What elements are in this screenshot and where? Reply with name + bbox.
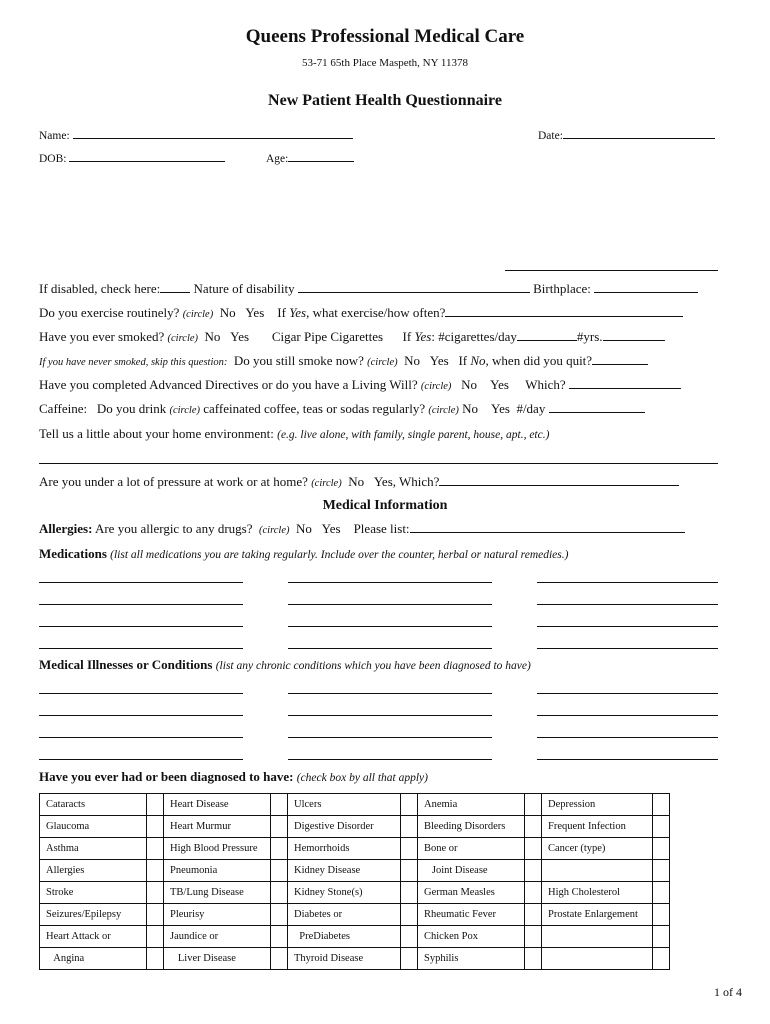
- circle-hint: (circle): [259, 525, 290, 536]
- date-label: Date:: [538, 130, 563, 142]
- condition-checkbox[interactable]: [525, 838, 542, 860]
- circle-hint: (circle): [367, 357, 398, 368]
- condition-label: Rheumatic Fever: [418, 904, 525, 926]
- page-number: 1 of 4: [714, 985, 742, 999]
- medication-line[interactable]: [537, 582, 718, 583]
- diagnosed-hint: (check box by all that apply): [296, 772, 428, 784]
- condition-label: Digestive Disorder: [288, 816, 401, 838]
- smoked-row: [39, 329, 665, 345]
- condition-label: Anemia: [418, 794, 525, 816]
- condition-label: Asthma: [40, 838, 147, 860]
- condition-label: Diabetes or: [288, 904, 401, 926]
- circle-hint: (circle): [311, 478, 342, 489]
- condition-checkbox[interactable]: [525, 794, 542, 816]
- table-row: [40, 838, 670, 860]
- condition-label: Chicken Pox: [418, 926, 525, 948]
- home-env-field[interactable]: [39, 463, 718, 464]
- age-row: [266, 150, 354, 165]
- caffeine-row: [39, 401, 645, 417]
- condition-checkbox[interactable]: [147, 794, 164, 816]
- exercise-if-yes: Yes: [289, 305, 307, 320]
- illness-line[interactable]: [288, 759, 492, 760]
- condition-label: PreDiabetes: [288, 926, 401, 948]
- diagnosed-row: [39, 769, 428, 785]
- name-row: [39, 127, 353, 142]
- condition-checkbox[interactable]: [525, 948, 542, 970]
- condition-checkbox[interactable]: [271, 904, 288, 926]
- exercise-field[interactable]: [445, 305, 683, 317]
- age-field[interactable]: [288, 150, 354, 162]
- disability-row: [39, 281, 698, 297]
- medication-line[interactable]: [39, 582, 243, 583]
- allergies-yes[interactable]: Yes: [321, 521, 341, 536]
- condition-checkbox[interactable]: [653, 948, 670, 970]
- condition-label: High Cholesterol: [542, 882, 653, 904]
- condition-checkbox[interactable]: [525, 904, 542, 926]
- condition-label: Depression: [542, 794, 653, 816]
- allergies-question: Are you allergic to any drugs?: [94, 521, 253, 536]
- advanced-yes[interactable]: Yes: [490, 377, 509, 392]
- illness-line[interactable]: [39, 737, 243, 738]
- condition-label: German Measles: [418, 882, 525, 904]
- allergies-label: Allergies:: [39, 521, 93, 536]
- skip-note: If you have never smoked, skip this question:: [39, 357, 228, 368]
- exercise-row: [39, 305, 683, 321]
- condition-checkbox[interactable]: [271, 948, 288, 970]
- condition-checkbox[interactable]: [525, 860, 542, 882]
- condition-label: Heart Attack or: [40, 926, 147, 948]
- condition-checkbox[interactable]: [271, 926, 288, 948]
- smoke-count-label: : #cigarettes/day: [431, 329, 517, 344]
- advanced-question: Have you completed Advanced Directives or do you have a Living Will?: [39, 377, 418, 392]
- table-row: [40, 904, 670, 926]
- medications-label: Medications: [39, 546, 107, 561]
- medication-line[interactable]: [39, 648, 243, 649]
- condition-label: Hemorrhoids: [288, 838, 401, 860]
- condition-label: Allergies: [40, 860, 147, 882]
- medication-line[interactable]: [537, 604, 718, 605]
- condition-checkbox[interactable]: [271, 816, 288, 838]
- illness-line[interactable]: [39, 759, 243, 760]
- condition-checkbox[interactable]: [653, 794, 670, 816]
- exercise-yes[interactable]: Yes: [245, 305, 265, 320]
- condition-checkbox[interactable]: [271, 882, 288, 904]
- circle-hint: (circle): [420, 381, 452, 392]
- condition-checkbox[interactable]: [525, 882, 542, 904]
- condition-label: [542, 860, 653, 882]
- condition-label: [542, 926, 653, 948]
- illnesses-hint: (list any chronic conditions which you have been diagnosed to have): [215, 660, 531, 672]
- condition-label: Cataracts: [40, 794, 147, 816]
- condition-label: Kidney Disease: [288, 860, 401, 882]
- illness-line[interactable]: [288, 693, 492, 694]
- name-label: Name:: [39, 130, 70, 142]
- condition-checkbox[interactable]: [401, 926, 418, 948]
- condition-label: Kidney Stone(s): [288, 882, 401, 904]
- home-env-question: Tell us a little about your home environment:: [39, 426, 274, 441]
- quit-if: If: [458, 353, 468, 368]
- condition-label: Pneumonia: [164, 860, 271, 882]
- condition-checkbox[interactable]: [147, 816, 164, 838]
- condition-label: Syphilis: [418, 948, 525, 970]
- name-field[interactable]: [73, 127, 353, 139]
- caffeine-items[interactable]: caffeinated coffee, teas or sodas regularly?: [203, 401, 426, 416]
- condition-label: Jaundice or: [164, 926, 271, 948]
- smoked-question: Have you ever smoked?: [39, 329, 165, 344]
- medical-section-title: Medical Information: [322, 498, 448, 513]
- per-day-field[interactable]: [549, 401, 645, 413]
- advanced-field[interactable]: [569, 377, 681, 389]
- table-row: [40, 948, 670, 970]
- smoke-types[interactable]: Cigar Pipe Cigarettes: [271, 329, 384, 344]
- condition-label: Heart Disease: [164, 794, 271, 816]
- table-row: [40, 882, 670, 904]
- pressure-question: Are you under a lot of pressure at work or at home?: [39, 474, 308, 489]
- conditions-table: [39, 793, 670, 970]
- still-smoke-question: Do you still smoke now?: [233, 353, 364, 368]
- allergies-field[interactable]: [410, 521, 685, 533]
- illness-line[interactable]: [537, 715, 718, 716]
- illness-line[interactable]: [537, 737, 718, 738]
- condition-checkbox[interactable]: [653, 838, 670, 860]
- pressure-row: [39, 474, 679, 490]
- medications-hint: (list all medications you are taking regularly. Include over the counter, herbal or natural remedies.): [110, 549, 569, 561]
- condition-checkbox[interactable]: [147, 904, 164, 926]
- quit-if-no: No: [470, 353, 486, 368]
- condition-label: Cancer (type): [542, 838, 653, 860]
- blank-line[interactable]: [505, 270, 718, 271]
- please-list-label: Please list:: [353, 521, 410, 536]
- condition-label: TB/Lung Disease: [164, 882, 271, 904]
- form-title: New Patient Health Questionnaire: [268, 92, 502, 109]
- condition-label: Stroke: [40, 882, 147, 904]
- table-row: [40, 860, 670, 882]
- condition-label: [542, 948, 653, 970]
- advanced-which: Which?: [525, 377, 566, 392]
- condition-checkbox[interactable]: [401, 882, 418, 904]
- smoke-if: If: [402, 329, 412, 344]
- smoke-years-field[interactable]: [603, 329, 665, 341]
- condition-checkbox[interactable]: [525, 816, 542, 838]
- condition-checkbox[interactable]: [653, 816, 670, 838]
- illness-line[interactable]: [288, 737, 492, 738]
- date-field[interactable]: [563, 127, 715, 139]
- cigarettes-per-day-field[interactable]: [517, 329, 577, 341]
- condition-label: Bleeding Disorders: [418, 816, 525, 838]
- condition-label: Heart Murmur: [164, 816, 271, 838]
- illness-line[interactable]: [39, 693, 243, 694]
- caffeine-question: Do you drink: [96, 401, 167, 416]
- nature-label: Nature of disability: [193, 281, 295, 296]
- date-row: [538, 127, 715, 142]
- quit-field[interactable]: [592, 353, 648, 365]
- condition-checkbox[interactable]: [401, 860, 418, 882]
- condition-checkbox[interactable]: [147, 948, 164, 970]
- clinic-name: Queens Professional Medical Care: [245, 26, 525, 47]
- condition-label: Pleurisy: [164, 904, 271, 926]
- condition-checkbox[interactable]: [401, 794, 418, 816]
- condition-checkbox[interactable]: [653, 882, 670, 904]
- condition-checkbox[interactable]: [401, 838, 418, 860]
- still-smoke-no[interactable]: No: [404, 353, 421, 368]
- condition-checkbox[interactable]: [525, 926, 542, 948]
- medication-line[interactable]: [288, 626, 492, 627]
- home-env-row: [39, 426, 549, 442]
- caffeine-label: Caffeine:: [39, 401, 88, 416]
- clinic-address: 53-71 65th Place Maspeth, NY 11378: [302, 57, 468, 69]
- condition-label: Ulcers: [288, 794, 401, 816]
- condition-label: Thyroid Disease: [288, 948, 401, 970]
- still-smoke-yes[interactable]: Yes: [429, 353, 449, 368]
- pressure-field[interactable]: [439, 474, 679, 486]
- birthplace-field[interactable]: [594, 281, 698, 293]
- medication-line[interactable]: [537, 648, 718, 649]
- circle-hint: (circle): [428, 405, 459, 416]
- smoked-yes[interactable]: Yes: [230, 329, 250, 344]
- still-smoke-row: [39, 353, 648, 369]
- birthplace-label: Birthplace:: [533, 281, 591, 296]
- exercise-followup: , what exercise/how often?: [306, 305, 446, 320]
- condition-label: Liver Disease: [164, 948, 271, 970]
- condition-checkbox[interactable]: [653, 926, 670, 948]
- circle-hint: (circle): [169, 405, 200, 416]
- illness-line[interactable]: [39, 715, 243, 716]
- exercise-if: If: [277, 305, 286, 320]
- condition-label: Prostate Enlargement: [542, 904, 653, 926]
- circle-hint: (circle): [182, 309, 214, 320]
- condition-checkbox[interactable]: [401, 904, 418, 926]
- smoke-years-label: #yrs.: [576, 329, 603, 344]
- condition-checkbox[interactable]: [401, 948, 418, 970]
- table-row: [40, 794, 670, 816]
- pressure-which[interactable]: Yes, Which?: [373, 474, 440, 489]
- caffeine-yes[interactable]: Yes: [491, 401, 510, 416]
- pressure-no[interactable]: No: [348, 474, 365, 489]
- condition-label: Seizures/Epilepsy: [40, 904, 147, 926]
- condition-checkbox[interactable]: [147, 860, 164, 882]
- dob-label: DOB:: [39, 153, 67, 165]
- condition-checkbox[interactable]: [271, 860, 288, 882]
- medication-line[interactable]: [39, 604, 243, 605]
- table-row: [40, 926, 670, 948]
- condition-label: Angina: [40, 948, 147, 970]
- disabled-label: If disabled, check here:: [39, 281, 161, 296]
- illness-line[interactable]: [537, 693, 718, 694]
- allergies-row: [39, 521, 685, 537]
- caffeine-no[interactable]: No: [462, 401, 479, 416]
- quit-label: , when did you quit?: [485, 353, 593, 368]
- nature-field[interactable]: [298, 281, 530, 293]
- illness-line[interactable]: [537, 759, 718, 760]
- condition-checkbox[interactable]: [653, 904, 670, 926]
- condition-label: Glaucoma: [40, 816, 147, 838]
- medication-line[interactable]: [288, 582, 492, 583]
- advanced-row: [39, 377, 681, 393]
- medications-row: [39, 546, 568, 562]
- disabled-checkbox[interactable]: [160, 281, 190, 293]
- allergies-no[interactable]: No: [296, 521, 312, 536]
- exercise-no[interactable]: No: [219, 305, 236, 320]
- medication-line[interactable]: [537, 626, 718, 627]
- condition-label: Bone or: [418, 838, 525, 860]
- medication-line[interactable]: [288, 604, 492, 605]
- illness-line[interactable]: [288, 715, 492, 716]
- condition-label: Frequent Infection: [542, 816, 653, 838]
- condition-checkbox[interactable]: [653, 860, 670, 882]
- condition-checkbox[interactable]: [401, 816, 418, 838]
- condition-checkbox[interactable]: [147, 926, 164, 948]
- illnesses-label: Medical Illnesses or Conditions: [39, 657, 213, 672]
- advanced-no[interactable]: No: [461, 377, 478, 392]
- table-row: [40, 816, 670, 838]
- diagnosed-label: Have you ever had or been diagnosed to have:: [39, 769, 294, 784]
- condition-checkbox[interactable]: [147, 838, 164, 860]
- smoked-no[interactable]: No: [204, 329, 221, 344]
- condition-label: Joint Disease: [418, 860, 525, 882]
- smoke-if-yes: Yes: [414, 329, 432, 344]
- illnesses-row: [39, 657, 531, 673]
- age-label: Age:: [266, 153, 289, 165]
- dob-field[interactable]: [69, 150, 225, 162]
- condition-checkbox[interactable]: [271, 794, 288, 816]
- condition-checkbox[interactable]: [271, 838, 288, 860]
- home-env-hint: (e.g. live alone, with family, single parent, house, apt., etc.): [277, 429, 550, 441]
- circle-hint: (circle): [167, 333, 199, 344]
- medication-line[interactable]: [39, 626, 243, 627]
- dob-row: [39, 150, 225, 165]
- exercise-question: Do you exercise routinely?: [39, 305, 180, 320]
- condition-label: High Blood Pressure: [164, 838, 271, 860]
- condition-checkbox[interactable]: [147, 882, 164, 904]
- medication-line[interactable]: [288, 648, 492, 649]
- per-day-label: #/day: [516, 401, 546, 416]
